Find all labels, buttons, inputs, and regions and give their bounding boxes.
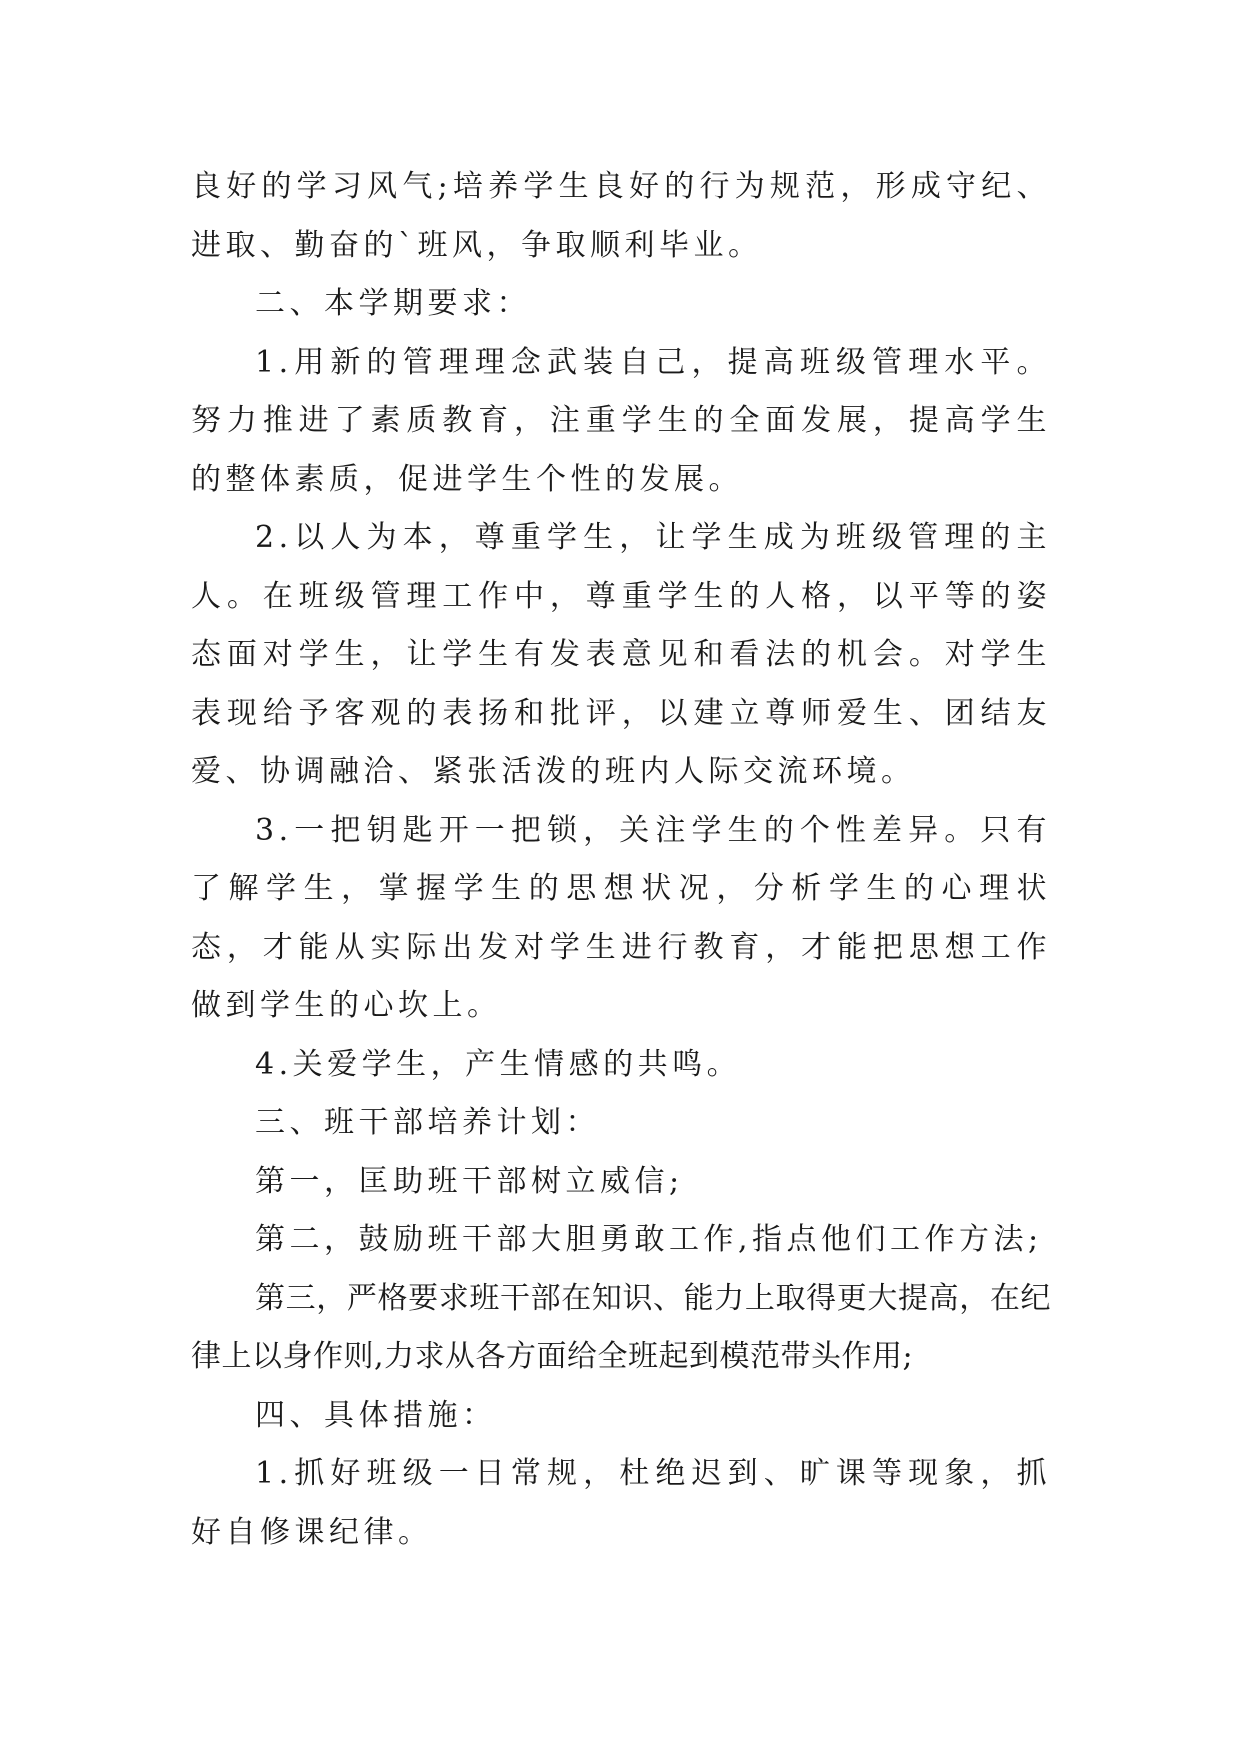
document-page [191,158,1051,1562]
paragraph-measure-1: 1.抓好班级一日常规，杜绝迟到、旷课等现象，抓好自修课纪律。 [191,1456,1051,1550]
paragraph-requirement-4: 4.关爱学生，产生情感的共鸣。 [255,1046,742,1082]
heading-semester-requirements: 二、本学期要求： [255,286,531,321]
paragraph-requirement-2: 2.以人为本，尊重学生，让学生成为班级管理的主人。在班级管理工作中，尊重学生的人格，以平等的姿态面对学生，让学生有发表意见和看法的机会。对学生表现给予客观的表扬和批评，以建立尊师爱生、团结友爱、协调融洽、紧张活泼的班内人际交流环境。 [191,520,1051,789]
heading-specific-measures: 四、具体措施： [255,1397,497,1433]
heading-class-cadre-plan: 三、班干部培养计划： [255,1105,600,1140]
paragraph-plan-second: 第二，鼓励班干部大胆勇敢工作,指点他们工作方法; [255,1222,1043,1257]
paragraph-requirement-3: 3.一把钥匙开一把锁，关注学生的个性差异。只有了解学生，掌握学生的思想状况，分析学生的心理状态，才能从实际出发对学生进行教育，才能把思想工作做到学生的心坎上。 [191,812,1051,1023]
paragraph-requirement-1: 1.用新的管理理念武装自己，提高班级管理水平。努力推进了素质教育，注重学生的全面发展，提高学生的整体素质，促进学生个性的发展。 [191,344,1051,497]
paragraph-plan-third: 第三，严格要求班干部在知识、能力上取得更大提高，在纪律上以身作则,力求从各方面给全班起到模范带头作用; [191,1280,1051,1374]
paragraph-intro-continued: 良好的学习风气;培养学生良好的行为规范，形成守纪、进取、勤奋的`班风，争取顺利毕业。 [191,169,1051,263]
paragraph-plan-first: 第一，匡助班干部树立威信; [255,1163,684,1199]
